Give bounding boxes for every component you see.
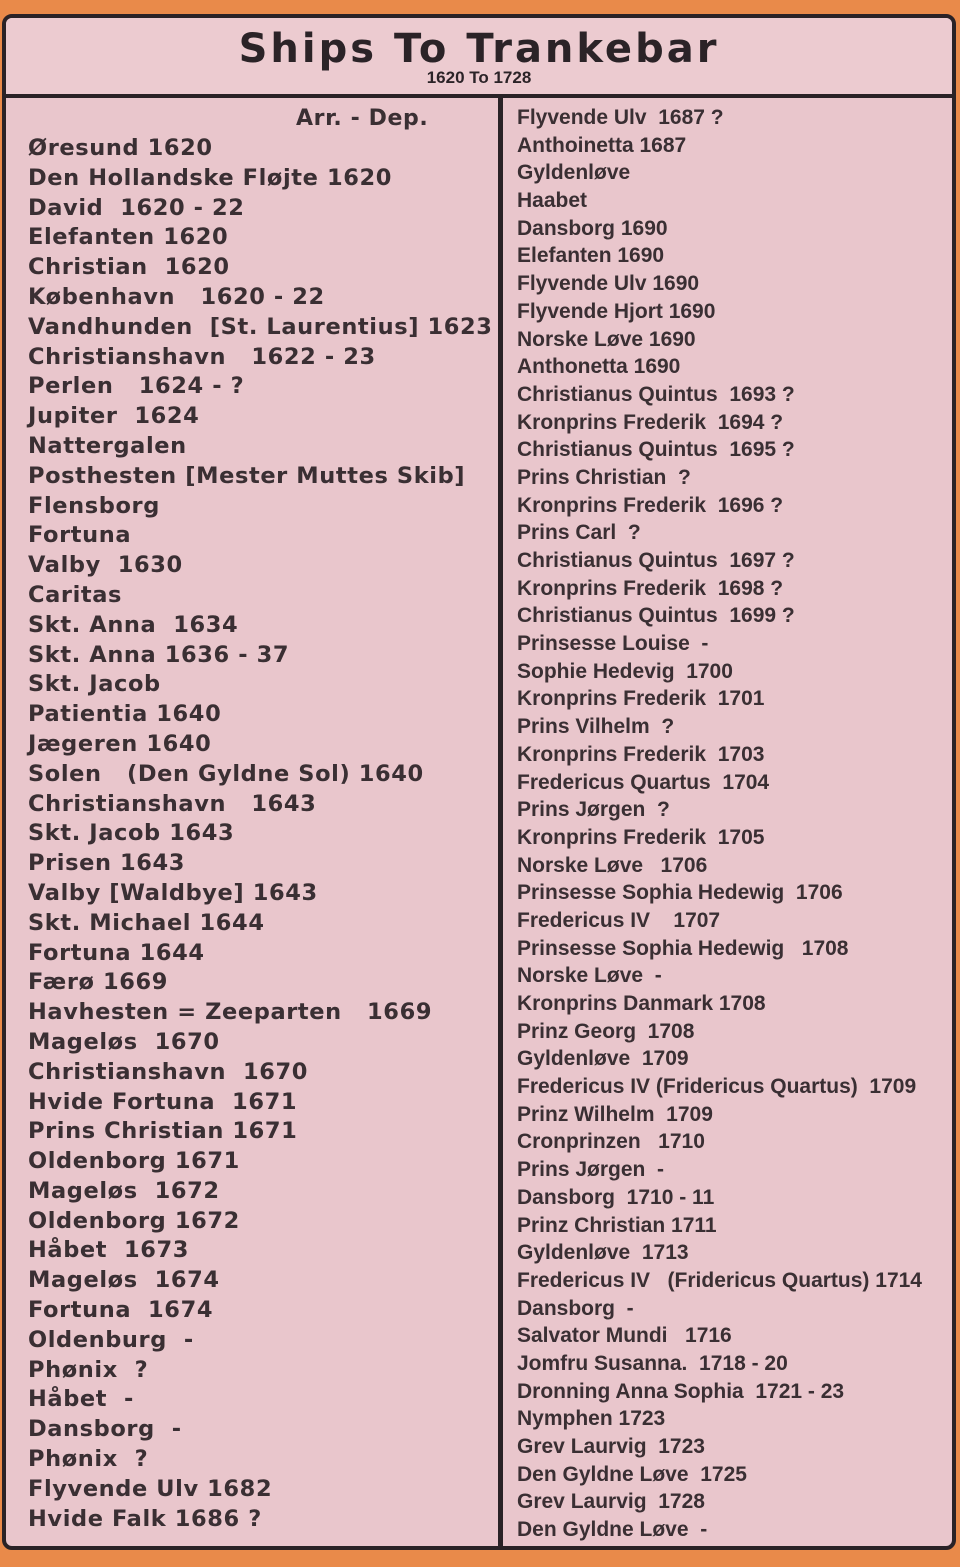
ship-entry: Fredericus IV (Fridericus Quartus) 1714 xyxy=(517,1268,922,1292)
arr-dep-heading: Arr. - Dep. xyxy=(296,106,429,131)
ship-entry: Havhesten = Zeeparten 1669 xyxy=(28,999,433,1026)
ship-entry: Prins Jørgen ? xyxy=(517,798,670,822)
ship-entry: Den Hollandske Fløjte 1620 xyxy=(28,164,392,191)
ship-entry: Solen (Den Gyldne Sol) 1640 xyxy=(28,760,424,787)
ship-entry: Phønix ? xyxy=(28,1446,149,1473)
right-ship-column xyxy=(517,104,952,1544)
ship-entry: Christianus Quintus 1693 ? xyxy=(517,382,795,406)
ship-entry: Fredericus IV (Fridericus Quartus) 1709 xyxy=(517,1075,917,1099)
ship-entry: Salvator Mundi 1716 xyxy=(517,1324,732,1348)
ship-entry: Færø 1669 xyxy=(28,969,169,996)
ship-entry: Flyvende Ulv 1690 xyxy=(517,272,700,296)
ship-entry: Jægeren 1640 xyxy=(28,730,212,757)
header xyxy=(6,18,952,98)
ship-entry: Grev Laurvig 1723 xyxy=(517,1435,705,1458)
ship-entry: Fortuna xyxy=(28,522,132,549)
ship-entry: Dansborg 1690 xyxy=(517,216,668,240)
ship-entry: Kronprins Frederik 1698 ? xyxy=(517,576,784,600)
ship-entry: Christianus Quintus 1697 ? xyxy=(517,549,795,572)
ship-entry: Dansborg - xyxy=(517,1296,634,1320)
ship-entry: Prinsesse Louise - xyxy=(517,632,709,656)
ship-entry: Flyvende Ulv 1687 ? xyxy=(517,106,724,129)
ship-entry: Prinz Georg 1708 xyxy=(517,1019,695,1043)
ship-entry: Christianshavn 1670 xyxy=(28,1058,308,1085)
ship-entry: Jupiter 1624 xyxy=(28,403,200,430)
ship-entry: Prinz Christian 1711 xyxy=(517,1213,717,1237)
ship-entry: Mageløs 1670 xyxy=(28,1028,220,1055)
ship-entry: Skt. Michael 1644 xyxy=(28,909,265,936)
ship-entry: Patientia 1640 xyxy=(28,701,222,728)
ship-entry: Prinsesse Sophia Hedewig 1708 xyxy=(517,936,849,960)
ship-entry: Prins Jørgen - xyxy=(517,1158,665,1182)
ship-entry: Norske Løve 1706 xyxy=(517,853,708,877)
ship-entry: Skt. Anna 1636 - 37 xyxy=(28,641,290,668)
ship-entry: Skt. Jacob 1643 xyxy=(28,820,235,847)
ship-entry: Cronprinzen 1710 xyxy=(517,1130,705,1154)
ship-entry: Fortuna 1674 xyxy=(28,1297,214,1324)
column-divider xyxy=(498,98,503,1550)
ship-entry: Oldenborg 1672 xyxy=(28,1207,240,1234)
ship-entry: Prins Carl ? xyxy=(517,521,641,545)
ship-entry: Fredericus Quartus 1704 xyxy=(517,770,770,794)
ship-entry: Dronning Anna Sophia 1721 - 23 xyxy=(517,1379,845,1403)
ship-entry: Kronprins Frederik 1705 xyxy=(517,825,765,849)
ship-entry: Prins Christian ? xyxy=(517,465,691,489)
ship-entry: Christianshavn 1643 xyxy=(28,790,317,817)
ship-entry: Nymphen 1723 xyxy=(517,1407,666,1431)
ship-entry: Gyldenløve 1709 xyxy=(517,1047,689,1071)
left-ship-column xyxy=(28,104,493,1534)
ship-entry: Håbet 1673 xyxy=(28,1237,190,1264)
ship-entry: Gyldenløve 1713 xyxy=(517,1241,689,1265)
ship-entry: Valby [Waldbye] 1643 xyxy=(28,879,318,906)
ship-entry: Den Gyldne Løve 1725 xyxy=(517,1462,747,1486)
ship-entry: Sophie Hedevig 1700 xyxy=(517,659,733,683)
ship-entry: Kronprins Danmark 1708 xyxy=(517,992,766,1015)
ship-entry: Phønix ? xyxy=(28,1356,149,1383)
ship-entry: Haabet xyxy=(517,189,588,213)
ship-list-board xyxy=(2,14,956,1550)
ship-entry: Norske Løve - xyxy=(517,964,662,988)
ship-entry: Mageløs 1674 xyxy=(28,1267,220,1294)
ship-entry: Prins Vilhelm ? xyxy=(517,715,675,739)
ship-entry: Prisen 1643 xyxy=(28,850,186,877)
ship-entry: Posthesten [Mester Muttes Skib] xyxy=(28,462,466,489)
ship-entry: Kronprins Frederik 1701 xyxy=(517,687,765,711)
ship-entry: Oldenborg 1671 xyxy=(28,1148,240,1175)
ship-entry: Prinsesse Sophia Hedewig 1706 xyxy=(517,881,843,905)
ship-entry: Caritas xyxy=(28,581,123,608)
ship-entry: Elefanten 1620 xyxy=(28,224,229,251)
ship-entry: Fortuna 1644 xyxy=(28,939,205,966)
page-title: Ships To Trankebar xyxy=(238,26,720,72)
ship-entry: Flyvende Ulv 1682 xyxy=(28,1475,273,1502)
ship-entry: Grev Laurvig 1728 xyxy=(517,1490,705,1514)
ship-entry: Christianus Quintus 1699 ? xyxy=(517,604,795,628)
ship-entry: Prins Christian 1671 xyxy=(28,1118,298,1145)
ship-entry: Norske Løve 1690 xyxy=(517,327,696,351)
ship-entry: Valby 1630 xyxy=(28,552,183,579)
ship-entry: Den Gyldne Løve - xyxy=(517,1518,708,1542)
ship-entry: Skt. Jacob xyxy=(28,671,161,698)
ship-entry: Mageløs 1672 xyxy=(28,1177,220,1204)
ship-entry: Nattergalen xyxy=(28,432,187,459)
ship-entry: Dansborg - xyxy=(28,1416,182,1443)
ship-entry: Hvide Fortuna 1671 xyxy=(28,1088,298,1115)
ship-entry: David 1620 - 22 xyxy=(28,194,245,221)
ship-entry: Dansborg 1710 - 11 xyxy=(517,1185,715,1209)
ship-entry: Kronprins Frederik 1696 ? xyxy=(517,493,784,517)
ship-entry: Christianshavn 1622 - 23 xyxy=(28,343,376,370)
ship-entry: Prinz Wilhelm 1709 xyxy=(517,1102,713,1126)
ship-entry: Hvide Falk 1686 ? xyxy=(28,1505,262,1532)
ship-entry: Anthoinetta 1687 xyxy=(517,133,687,157)
ship-entry: Flensborg xyxy=(28,492,160,519)
ship-entry: København 1620 - 22 xyxy=(28,283,325,310)
ship-entry: Perlen 1624 - ? xyxy=(28,373,245,400)
ship-entry: Christianus Quintus 1695 ? xyxy=(517,438,795,462)
ship-entry: Elefanten 1690 xyxy=(517,244,665,268)
ship-entry: Kronprins Frederik 1703 xyxy=(517,742,765,766)
ship-entry: Jomfru Susanna. 1718 - 20 xyxy=(517,1351,788,1375)
ship-entry: Christian 1620 xyxy=(28,254,230,281)
ship-entry: Øresund 1620 xyxy=(28,135,213,161)
ship-entry: Gyldenløve xyxy=(517,161,631,185)
ship-entry: Oldenburg - xyxy=(28,1326,194,1353)
ship-entry: Skt. Anna 1634 xyxy=(28,611,239,638)
ship-entry: Anthonetta 1690 xyxy=(517,355,681,379)
ship-entry: Håbet - xyxy=(28,1386,134,1413)
ship-entry: Kronprins Frederik 1694 ? xyxy=(517,410,784,434)
ship-entry: Vandhunden [St. Laurentius] 1623 xyxy=(28,313,493,340)
ship-entry: Fredericus IV 1707 xyxy=(517,908,721,932)
date-range-subtitle: 1620 To 1728 xyxy=(426,68,532,87)
ship-entry: Flyvende Hjort 1690 xyxy=(517,299,716,323)
